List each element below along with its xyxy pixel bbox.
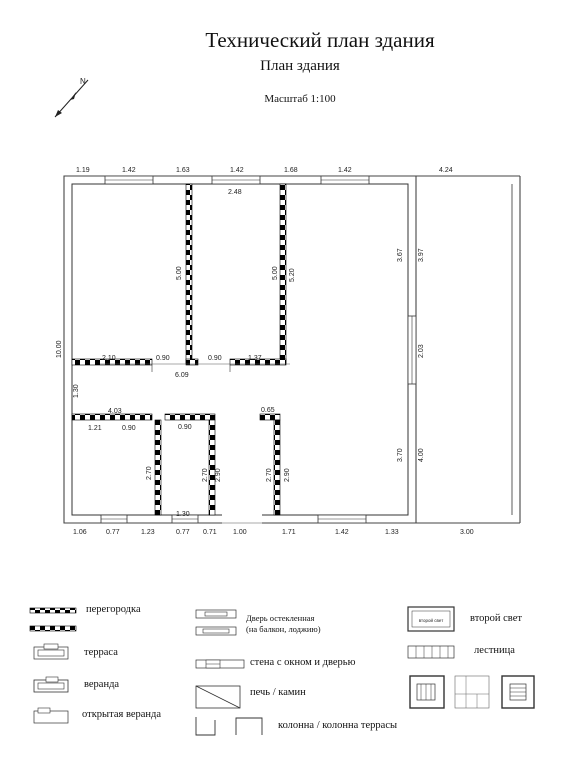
stair-variant-2-icon	[455, 676, 489, 708]
window-top-2	[212, 176, 260, 184]
dim-left-total: 10.00	[56, 340, 63, 358]
dim-bottom-7: 1.71	[282, 529, 296, 536]
window-top-3	[321, 176, 369, 184]
stairs-icon	[408, 646, 454, 658]
dim-right-lower-b: 4.00	[418, 448, 425, 462]
dim-top-2: 1.42	[122, 167, 136, 174]
glass-door-icon	[196, 610, 236, 635]
door-bottom	[222, 514, 262, 524]
dim-h-b: 2.70	[202, 468, 209, 482]
dim-bottom-9: 1.33	[385, 529, 399, 536]
page-subtitle: План здания	[260, 58, 340, 74]
dim-bottom-4: 0.77	[176, 529, 190, 536]
legend-glass-door: Дверь остекленная	[246, 613, 315, 623]
dim-bottom-3: 1.23	[141, 529, 155, 536]
dim-mid-total: 6.09	[175, 372, 189, 379]
dim-h-e: 2.90	[284, 468, 291, 482]
dim-bottom-1: 1.06	[73, 529, 87, 536]
legend-second-light: второй свет	[470, 613, 522, 624]
dim-h-d: 2.70	[266, 468, 273, 482]
dim-bottom-2: 0.77	[106, 529, 120, 536]
dim-right-window: 2.03	[418, 344, 425, 358]
dim-top-6: 1.42	[338, 167, 352, 174]
compass-label: N	[80, 77, 86, 86]
dim-lower-c: 0.90	[122, 425, 136, 432]
dim-mid-d: 1.37	[248, 355, 262, 362]
column-icon	[196, 717, 262, 735]
partition-icon	[30, 608, 76, 631]
dim-right-lower-a: 3.70	[397, 448, 404, 462]
stair-variant-3-icon	[502, 676, 534, 708]
second-light-icon	[408, 607, 454, 631]
stove-icon	[196, 686, 240, 708]
legend-veranda: веранда	[84, 679, 120, 690]
dim-top-5: 1.68	[284, 167, 298, 174]
legend-partition: перегородка	[86, 604, 141, 615]
veranda-icon	[34, 677, 68, 692]
dim-lower-e: 0.65	[261, 407, 275, 414]
dim-mid-b: 0.90	[156, 355, 170, 362]
window-right	[408, 316, 416, 384]
legend-open-veranda: открытая веранда	[82, 709, 162, 720]
stair-variant-1-icon	[410, 676, 444, 708]
partitions	[72, 184, 286, 515]
open-veranda-icon	[34, 708, 68, 723]
dim-bottom-10: 3.00	[460, 529, 474, 536]
legend-terrace: терраса	[84, 647, 118, 658]
dim-top-1: 1.19	[76, 167, 90, 174]
legend-column: колонна / колонна террасы	[278, 720, 398, 731]
legend-wall-window-door: стена с окном и дверью	[250, 657, 356, 668]
wall-window-door-icon	[196, 660, 244, 668]
legend-stove: печь / камин	[250, 687, 306, 698]
dim-right-upper-a: 3.67	[397, 248, 404, 262]
dim-mid-a: 2.10	[102, 355, 116, 362]
dim-left-small: 1.30	[73, 384, 80, 398]
dim-top-inner: 2.48	[228, 189, 242, 196]
page-title: Технический план здания	[205, 28, 435, 52]
dim-top-3: 1.63	[176, 167, 190, 174]
window-bottom-3	[318, 515, 366, 523]
dim-door-small: 1.30	[176, 511, 190, 518]
dim-lower-d: 0.90	[178, 424, 192, 431]
compass-icon	[55, 77, 88, 117]
outer-wall	[64, 176, 416, 523]
dim-lower-b: 1.21	[88, 425, 102, 432]
second-light-box-text: второй свет	[418, 618, 444, 623]
dim-bottom-5: 0.71	[203, 529, 217, 536]
dim-top-7: 4.24	[439, 167, 453, 174]
dim-bottom-8: 1.42	[335, 529, 349, 536]
window-bottom-1	[101, 515, 127, 523]
dim-lower-a: 4.03	[108, 408, 122, 415]
window-top-1	[105, 176, 153, 184]
dim-mid-c: 0.90	[208, 355, 222, 362]
dim-h-a: 2.70	[146, 466, 153, 480]
terrace-outline	[416, 176, 520, 523]
terrace-icon	[34, 644, 68, 659]
dim-right-upper-b: 3.97	[418, 248, 425, 262]
dim-room2-height-b: 5.20	[289, 268, 296, 282]
dim-room2-height-a: 5.00	[272, 266, 279, 280]
legend-stairs: лестница	[474, 645, 515, 656]
dim-h-c: 2.90	[215, 468, 222, 482]
dim-room1-height: 5.00	[176, 266, 183, 280]
dim-top-4: 1.42	[230, 167, 244, 174]
dim-bottom-6: 1.00	[233, 529, 247, 536]
legend-glass-door-note: (на балкон, лоджию)	[246, 624, 321, 634]
scale-label: Масштаб 1:100	[264, 93, 336, 105]
